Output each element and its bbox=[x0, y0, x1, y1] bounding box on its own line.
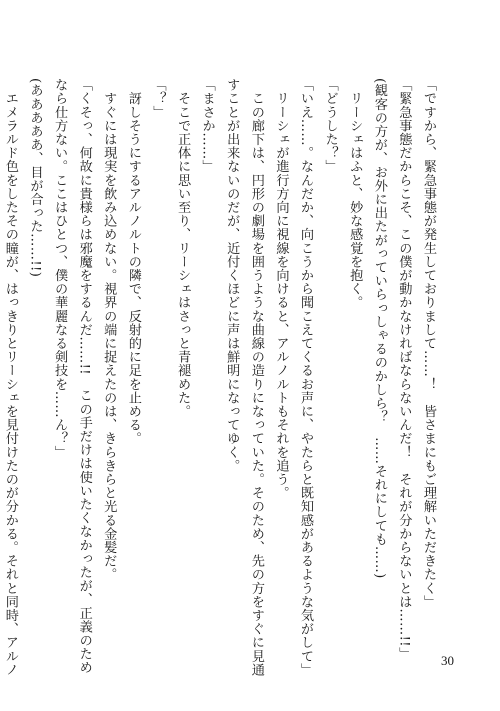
page-number: 30 bbox=[441, 653, 454, 668]
text-line: すことが出来ないのだが、近付くほどに声は鮮明になってゆく。 bbox=[224, 78, 240, 473]
text-line: エメラルド色をしたその瞳が、はっきりとリーシェを見付けたのが分かる。それと同時、アルノ bbox=[2, 78, 18, 677]
text-line: リーシェが進行方向に視線を向けると、アルノルトもそれを追う。 bbox=[273, 78, 289, 500]
text-line: (あああああ、目が合った……!!) bbox=[27, 78, 43, 278]
text-line: 「どうした？」 bbox=[322, 78, 338, 174]
text-line: 「まさか……」 bbox=[199, 78, 215, 174]
text-line: すぐには現実を飲み込めない。視界の端に捉えたのは、きらきらと光る金髪だ。 bbox=[101, 78, 117, 582]
text-line: そこで正体に思い至り、リーシェはさっと青褪めた。 bbox=[175, 78, 191, 418]
text-line: 「いえ……。なんだか、向こうから聞こえてくるお声に、やたらと既知感があるような気がして」 bbox=[298, 78, 314, 677]
text-line: リーシェはふと、妙な感覚を抱く。 bbox=[347, 78, 363, 310]
body-text bbox=[0, 78, 440, 677]
text-line: 訝しそうにするアルノルトの隣で、反射的に足を止める。 bbox=[125, 78, 141, 446]
text-line: この廊下は、円形の劇場を囲うような曲線の造りになっていた。そのため、先の方をすぐに見通 bbox=[248, 78, 264, 677]
text-line: 「緊急事態だからこそ、この僕が動かなければならないんだ！ それが分からないとは……!!」 bbox=[396, 78, 412, 661]
text-line: 「くそっ、何故に貴様らは邪魔をするんだ……!! この手だけは使いたくなかったが、正義のため bbox=[76, 78, 92, 675]
text-line: 「ですから、緊急事態が発生しておりまして……！ 皆さまにもご理解いただきたく」 bbox=[421, 78, 436, 609]
text-line: なら仕方ない。ここはひとつ、僕の華麗なる剣技を……ん？」 bbox=[52, 78, 68, 459]
text-line: (観客の方が、お外に出たがっていらっしゃるのかしら？ ……それにしても……) bbox=[371, 78, 387, 579]
text-line: 「？」 bbox=[150, 78, 166, 119]
